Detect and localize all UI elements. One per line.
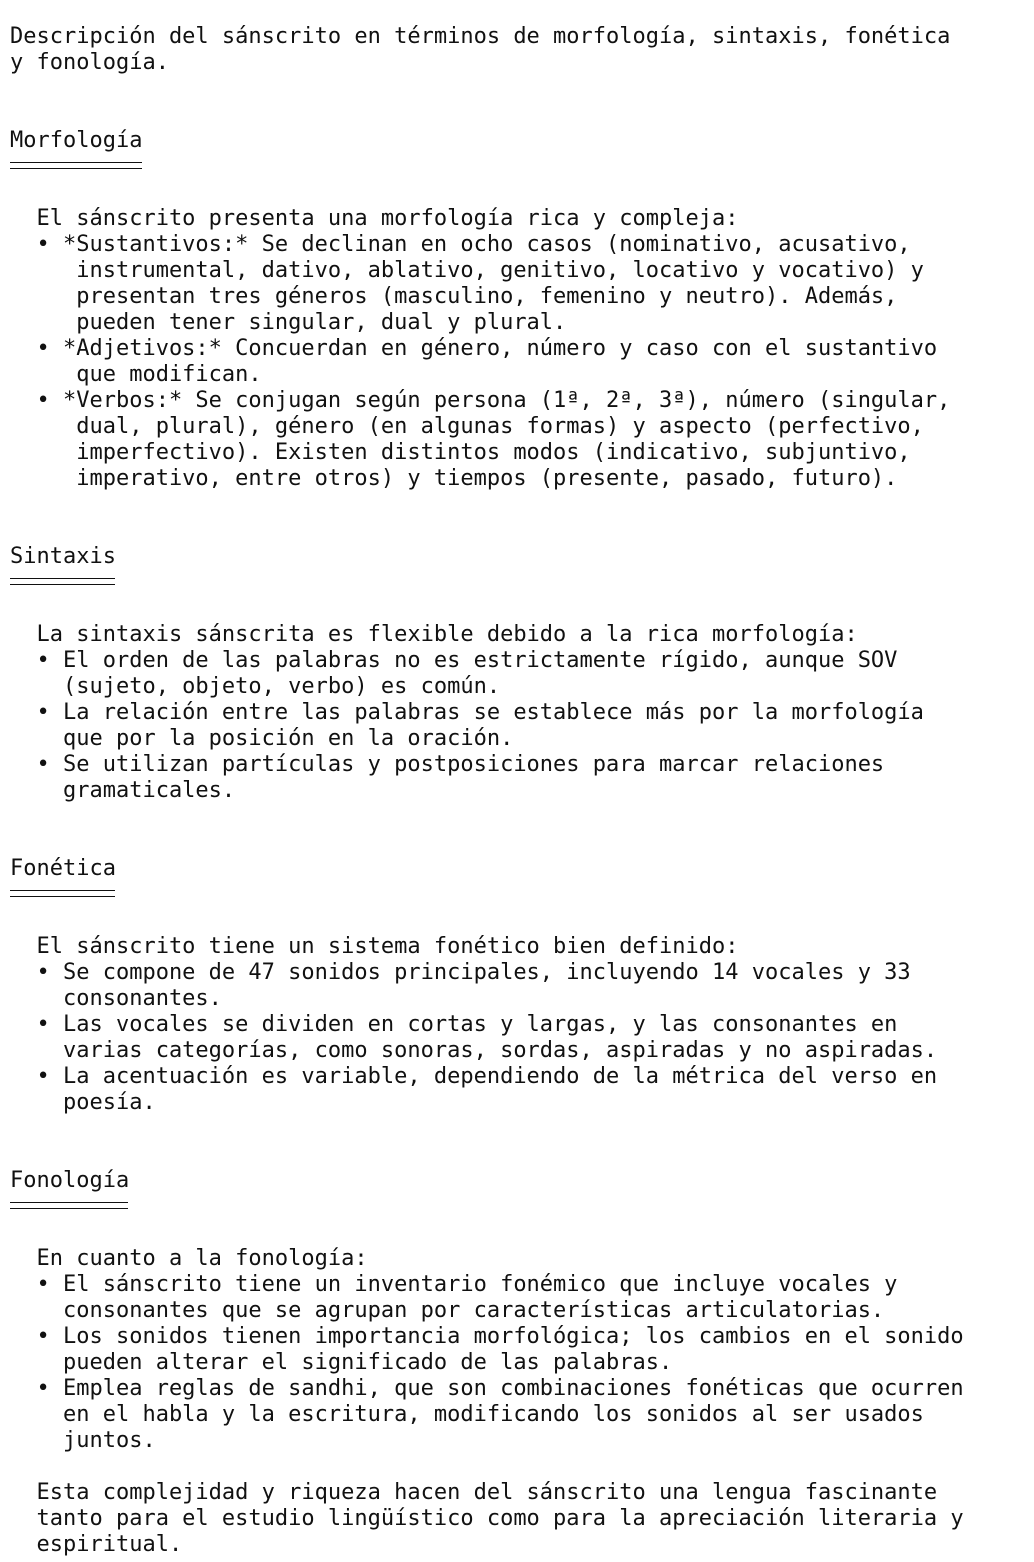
body-line: El sánscrito tiene un sistema fonético bien definido:	[10, 934, 739, 959]
bullet-line: • *Sustantivos:* Se declinan en ocho casos (nominativo, acusativo,	[10, 232, 911, 257]
body-line: pueden alterar el significado de las palabras.	[10, 1350, 673, 1375]
intro-line: y fonología.	[10, 50, 169, 75]
body-line: gramaticales.	[10, 778, 236, 803]
body-line: imperfectivo). Existen distintos modos (indicativo, subjuntivo,	[10, 440, 911, 465]
bullet-line: • Los sonidos tienen importancia morfológica; los cambios en el sonido	[10, 1324, 964, 1349]
body-line: (sujeto, objeto, verbo) es común.	[10, 674, 501, 699]
bullet-line: • El orden de las palabras no es estrictamente rígido, aunque SOV	[10, 648, 898, 673]
bullet-line: • Las vocales se dividen en cortas y largas, y las consonantes en	[10, 1012, 898, 1037]
bullet-line: • *Verbos:* Se conjugan según persona (1ª, 2ª, 3ª), número (singular,	[10, 388, 951, 413]
heading-text: Sintaxis	[10, 544, 116, 569]
body-line: consonantes que se agrupan por características articulatorias.	[10, 1298, 885, 1323]
heading-underline	[10, 162, 142, 169]
bullet-line: • *Adjetivos:* Concuerdan en género, número y caso con el sustantivo	[10, 336, 938, 361]
heading-underline	[10, 890, 115, 897]
section-heading-fonetica	[10, 856, 1020, 882]
body-line: que modifican.	[10, 362, 262, 387]
body-line: varias categorías, como sonoras, sordas, aspiradas y no aspiradas.	[10, 1038, 938, 1063]
body-line: La sintaxis sánscrita es flexible debido a la rica morfología:	[10, 622, 858, 647]
heading-text: Fonética	[10, 856, 116, 881]
bullet-line: • La acentuación es variable, dependiendo de la métrica del verso en	[10, 1064, 938, 1089]
conclusion-line: tanto para el estudio lingüístico como para la apreciación literaria y	[10, 1506, 964, 1531]
heading-underline	[10, 1202, 128, 1209]
heading-text: Fonología	[10, 1168, 130, 1193]
bullet-line: • El sánscrito tiene un inventario fonémico que incluye vocales y	[10, 1272, 898, 1297]
heading-underline	[10, 578, 115, 585]
heading-text: Morfología	[10, 128, 143, 153]
body-line: dual, plural), género (en algunas formas) y aspecto (perfectivo,	[10, 414, 924, 439]
body-line: imperativo, entre otros) y tiempos (presente, pasado, futuro).	[10, 466, 898, 491]
body-line: pueden tener singular, dual y plural.	[10, 310, 567, 335]
intro-line: Descripción del sánscrito en términos de morfología, sintaxis, fonética	[10, 24, 951, 49]
body-line: poesía.	[10, 1090, 156, 1115]
conclusion-line: Esta complejidad y riqueza hacen del sánscrito una lengua fascinante	[10, 1480, 938, 1505]
body-line: presentan tres géneros (masculino, femenino y neutro). Además,	[10, 284, 898, 309]
body-line: juntos.	[10, 1428, 156, 1453]
body-line: en el habla y la escritura, modificando los sonidos al ser usados	[10, 1402, 924, 1427]
body-line: que por la posición en la oración.	[10, 726, 514, 751]
section-heading-morfologia	[10, 128, 1020, 154]
section-heading-sintaxis	[10, 544, 1020, 570]
document	[10, 24, 1020, 1558]
bullet-line: • Se utilizan partículas y postposiciones para marcar relaciones	[10, 752, 885, 777]
body-line: El sánscrito presenta una morfología rica y compleja:	[10, 206, 739, 231]
conclusion-line: espiritual.	[10, 1532, 183, 1557]
bullet-line: • Emplea reglas de sandhi, que son combinaciones fonéticas que ocurren	[10, 1376, 964, 1401]
body-line: consonantes.	[10, 986, 222, 1011]
section-heading-fonologia	[10, 1168, 1020, 1194]
bullet-line: • Se compone de 47 sonidos principales, incluyendo 14 vocales y 33	[10, 960, 911, 985]
body-line: En cuanto a la fonología:	[10, 1246, 368, 1271]
body-line: instrumental, dativo, ablativo, genitivo, locativo y vocativo) y	[10, 258, 924, 283]
bullet-line: • La relación entre las palabras se establece más por la morfología	[10, 700, 924, 725]
